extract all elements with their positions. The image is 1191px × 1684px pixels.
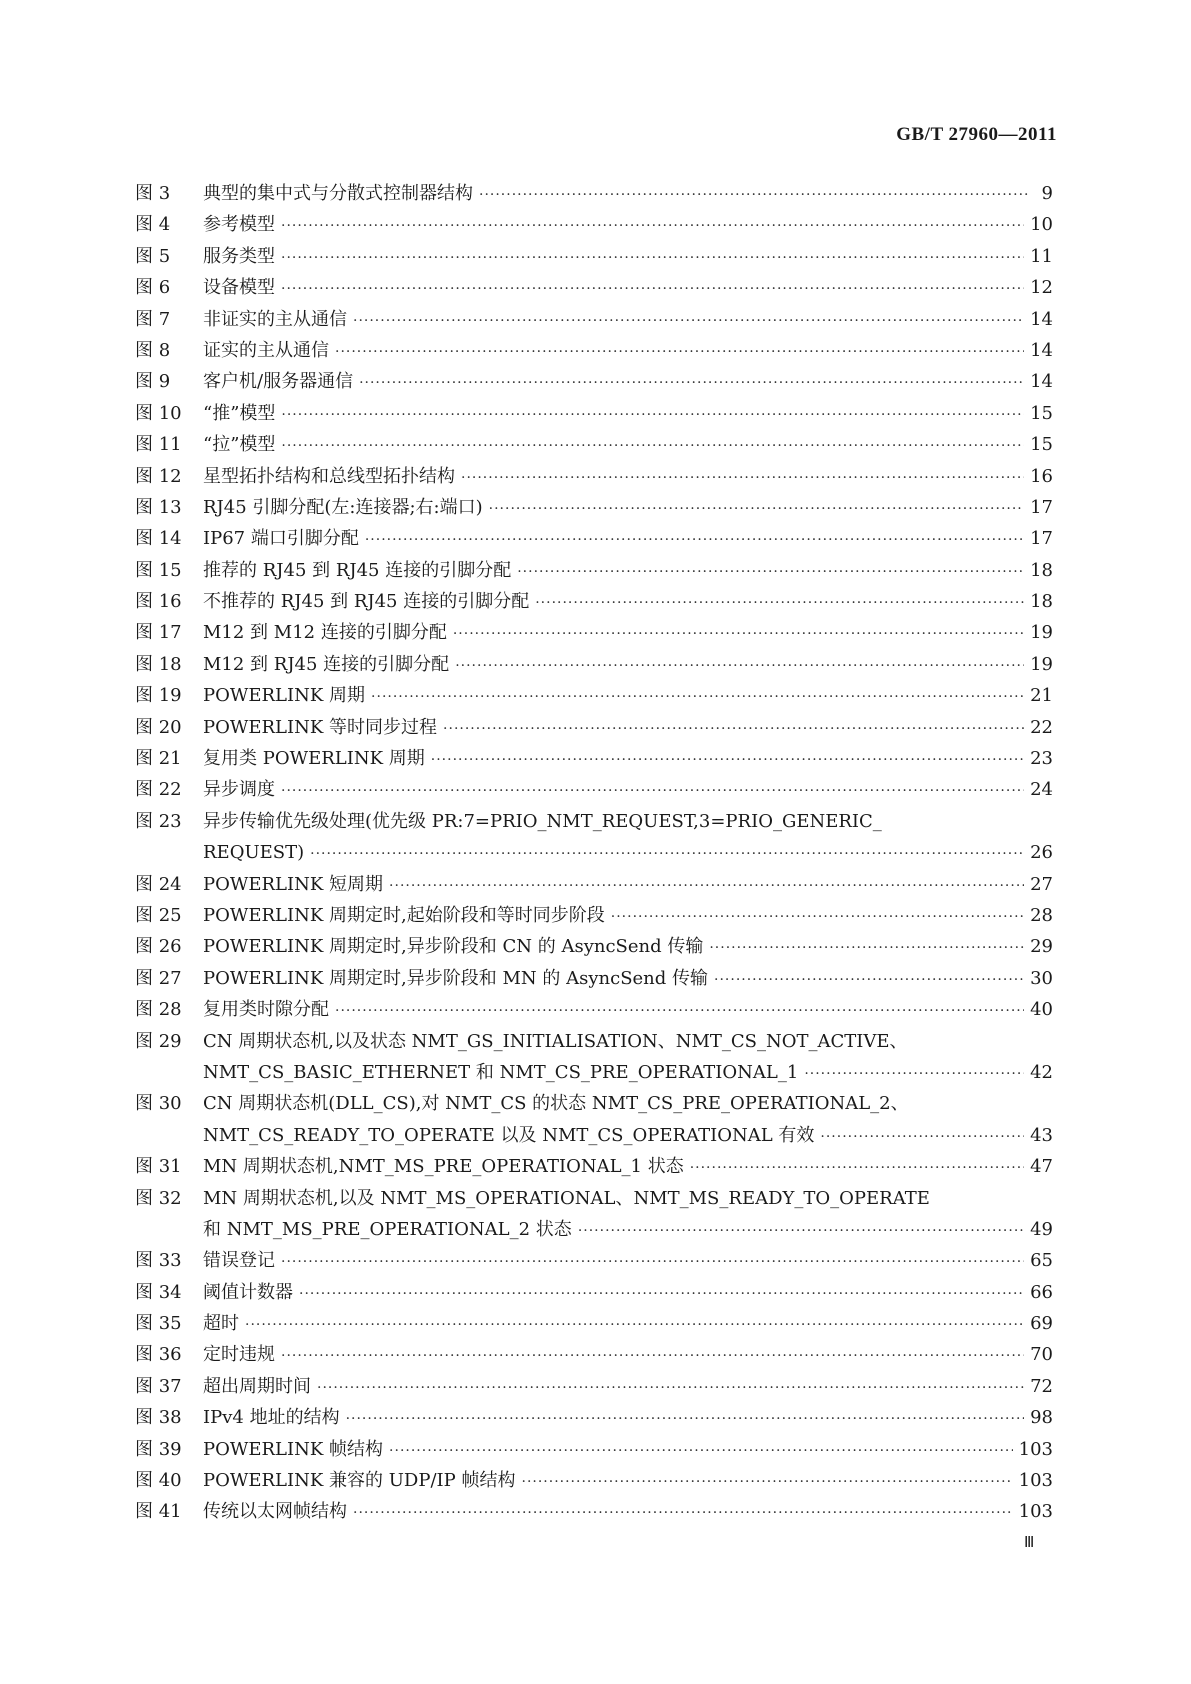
figure-label: 图 5 [135,245,171,267]
page-number: 69 [1030,1313,1053,1335]
dot-leader [389,1436,1013,1467]
page-number: 14 [1030,371,1053,393]
dot-leader [281,243,1024,274]
figure-label: 图 23 [135,810,182,832]
page-number: 16 [1030,465,1053,487]
toc-entry[interactable] [135,429,1053,460]
toc-entry[interactable] [135,398,1053,429]
figure-label: 图 22 [135,779,182,801]
dot-leader [522,1467,1013,1498]
toc-entry[interactable] [135,555,1053,586]
toc-entry[interactable] [135,1120,1053,1151]
dot-leader [443,714,1024,745]
toc-entry[interactable] [135,806,1053,837]
toc-entry[interactable] [135,1496,1053,1527]
figure-label: 图 13 [135,496,182,518]
figure-title: REQUEST) [203,842,305,864]
figure-title: POWERLINK 短周期 [203,873,384,895]
figure-title: 推荐的 RJ45 到 RJ45 连接的引脚分配 [203,559,512,581]
dot-leader [310,839,1024,870]
page-number: 66 [1030,1281,1053,1303]
dot-leader [335,337,1024,368]
figure-label: 图 16 [135,591,182,613]
figure-label: 图 27 [135,967,182,989]
toc-entry[interactable] [135,994,1053,1025]
figure-label: 图 11 [135,434,182,456]
dot-leader [535,588,1024,619]
figure-label: 图 31 [135,1156,182,1178]
figure-label: 图 9 [135,371,171,393]
figure-title: MN 周期状态机,NMT_MS_PRE_OPERATIONAL_1 状态 [203,1156,684,1178]
figure-label: 图 21 [135,748,182,770]
page-number: 103 [1018,1501,1053,1523]
dot-leader [281,274,1024,305]
page-number: 9 [1041,183,1053,204]
dot-leader [317,1373,1024,1404]
figure-title: M12 到 RJ45 连接的引脚分配 [203,653,450,675]
toc-entry[interactable] [135,1339,1053,1370]
toc-entry[interactable] [135,241,1053,272]
figure-title: 阈值计数器 [203,1281,293,1303]
page-number: 19 [1030,622,1053,644]
figure-title: 复用类时隙分配 [203,999,329,1021]
page-number: 103 [1018,1470,1053,1492]
dot-leader [359,368,1024,399]
toc-entry[interactable] [135,272,1053,303]
figure-title: 和 NMT_MS_PRE_OPERATIONAL_2 状态 [203,1218,572,1240]
figure-label: 图 38 [135,1407,182,1429]
page-number: 18 [1030,591,1053,613]
toc-entry[interactable] [135,1151,1053,1182]
figure-title: 定时违规 [203,1344,275,1366]
page-number: 22 [1030,716,1053,738]
page-number: 14 [1030,308,1053,330]
document-id-header: GB/T 27960—2011 [896,124,1057,145]
page-number: 29 [1030,936,1053,958]
dot-leader [804,1059,1024,1090]
figure-label: 图 7 [135,308,171,330]
page-number: 12 [1030,277,1053,299]
toc-entry[interactable] [135,712,1053,743]
figure-label: 图 34 [135,1281,182,1303]
toc-entry[interactable] [135,837,1053,868]
figure-title: “拉”模型 [203,434,276,456]
page-number: 49 [1030,1218,1053,1240]
toc-entry[interactable] [135,304,1053,335]
page-number: 19 [1030,653,1053,675]
toc-entry[interactable] [135,869,1053,900]
dot-leader [365,525,1024,556]
page-number: 72 [1030,1375,1053,1397]
figure-title: 证实的主从通信 [203,339,329,361]
toc-entry[interactable] [135,680,1053,711]
toc-entry[interactable] [135,523,1053,554]
dot-leader [346,1404,1025,1435]
page-number: 14 [1030,339,1053,361]
figure-title: 服务类型 [203,245,275,267]
dot-leader [353,306,1024,337]
figure-label: 图 19 [135,685,182,707]
dot-leader [517,557,1024,588]
figure-label: 图 26 [135,936,182,958]
dot-leader [281,1247,1024,1278]
figure-title: MN 周期状态机,以及 NMT_MS_OPERATIONAL、NMT_MS_READY_TO_OPERATE [203,1187,930,1209]
dot-leader [461,463,1024,494]
toc-entry[interactable] [135,617,1053,648]
page-number: 40 [1030,999,1053,1021]
dot-leader [489,494,1024,525]
dot-leader [299,1279,1024,1310]
page-number: 15 [1030,402,1053,424]
figure-title: 错误登记 [203,1250,275,1272]
dot-leader [820,1122,1024,1153]
page-number: 70 [1030,1344,1053,1366]
figure-label: 图 10 [135,402,182,424]
dot-leader [690,1153,1024,1184]
figure-label: 图 12 [135,465,182,487]
figure-title: 异步传输优先级处理(优先级 PR:7=PRIO_NMT_REQUEST,3=PRIO_GENERIC_ [203,810,882,832]
dot-leader [611,902,1024,933]
page-number: 21 [1030,685,1053,707]
page-number: 26 [1030,842,1053,864]
figure-label: 图 4 [135,214,171,236]
page-number: 42 [1030,1061,1053,1083]
figure-title: “推”模型 [203,402,276,424]
toc-entry[interactable] [135,1308,1053,1339]
dot-leader [455,651,1024,682]
figure-title: 传统以太网帧结构 [203,1501,347,1523]
toc-entry[interactable] [135,1277,1053,1308]
figure-title: POWERLINK 周期定时,起始阶段和等时同步阶段 [203,904,605,926]
dot-leader [389,871,1024,902]
figure-label: 图 15 [135,559,182,581]
figure-label: 图 40 [135,1470,182,1492]
figure-label: 图 37 [135,1375,182,1397]
figure-label: 图 18 [135,653,182,675]
page-number: 17 [1030,528,1053,550]
dot-leader [714,965,1024,996]
figure-title: POWERLINK 等时同步过程 [203,716,438,738]
toc-entry[interactable] [135,743,1053,774]
toc-entry[interactable] [135,649,1053,680]
toc-entry[interactable] [135,900,1053,931]
figure-label: 图 14 [135,528,182,550]
page-number-footer: Ⅲ [1024,1535,1035,1551]
toc-entry[interactable] [135,1465,1053,1496]
dot-leader [353,1498,1013,1529]
page-number: 28 [1030,904,1053,926]
figure-label: 图 33 [135,1250,182,1272]
toc-entry[interactable] [135,461,1053,492]
figure-title: CN 周期状态机,以及状态 NMT_GS_INITIALISATION、NMT_CS_NOT_ACTIVE、 [203,1030,908,1052]
toc-entry[interactable] [135,209,1053,240]
figure-title: 超出周期时间 [203,1375,311,1397]
dot-leader [281,400,1024,431]
figure-title: M12 到 M12 连接的引脚分配 [203,622,447,644]
toc-entry[interactable] [135,586,1053,617]
toc-entry[interactable] [135,1026,1053,1057]
page-number: 65 [1030,1250,1053,1272]
figure-label: 图 24 [135,873,182,895]
figure-title: 典型的集中式与分散式控制器结构 [203,183,473,204]
page-number: 17 [1030,496,1053,518]
toc-entry[interactable] [135,492,1053,523]
dot-leader [281,776,1024,807]
figure-title: 非证实的主从通信 [203,308,347,330]
figure-title: POWERLINK 周期定时,异步阶段和 CN 的 AsyncSend 传输 [203,936,704,958]
toc-entry[interactable] [135,1183,1053,1214]
toc-entry[interactable] [135,931,1053,962]
figure-label: 图 35 [135,1313,182,1335]
dot-leader [453,619,1024,650]
figure-title: IPv4 地址的结构 [203,1407,340,1429]
toc-entry[interactable] [135,1371,1053,1402]
toc-entry[interactable] [135,335,1053,366]
toc-entry[interactable] [135,1057,1053,1088]
figure-title: 设备模型 [203,277,275,299]
figure-label: 图 39 [135,1438,182,1460]
figure-label: 图 3 [135,183,171,204]
page-number: 98 [1030,1407,1053,1429]
page-number: 15 [1030,434,1053,456]
figure-label: 图 17 [135,622,182,644]
dot-leader [335,996,1024,1027]
page-number: 27 [1030,873,1053,895]
page-number: 30 [1030,967,1053,989]
page-number: 103 [1018,1438,1053,1460]
dot-leader [245,1310,1024,1341]
figure-title: 超时 [203,1313,239,1335]
dot-leader [281,211,1024,242]
figure-label: 图 25 [135,904,182,926]
figure-title: POWERLINK 帧结构 [203,1438,384,1460]
figure-title: NMT_CS_BASIC_ETHERNET 和 NMT_CS_PRE_OPERATIONAL_1 [203,1061,799,1083]
toc-entry[interactable] [135,963,1053,994]
figure-title: RJ45 引脚分配(左:连接器;右:端口) [203,496,483,518]
figure-label: 图 28 [135,999,182,1021]
page-number: 10 [1030,214,1053,236]
toc-entry[interactable] [135,1088,1053,1119]
dot-leader [578,1216,1024,1247]
dot-leader [371,682,1024,713]
toc-entry[interactable] [135,1214,1053,1245]
toc-entry[interactable] [135,1434,1053,1465]
figure-title: 客户机/服务器通信 [203,371,354,393]
page-number: 11 [1030,245,1053,267]
figure-title: POWERLINK 周期 [203,685,366,707]
toc-entry[interactable] [135,774,1053,805]
dot-leader [479,180,1029,211]
figure-label: 图 8 [135,339,171,361]
figure-title: NMT_CS_READY_TO_OPERATE 以及 NMT_CS_OPERATIONAL 有效 [203,1124,815,1146]
figure-title: POWERLINK 周期定时,异步阶段和 MN 的 AsyncSend 传输 [203,967,709,989]
figure-label: 图 30 [135,1093,182,1115]
figure-label: 图 32 [135,1187,182,1209]
figure-label: 图 29 [135,1030,182,1052]
figure-title: 不推荐的 RJ45 到 RJ45 连接的引脚分配 [203,591,530,613]
page-number: 18 [1030,559,1053,581]
toc-entry[interactable] [135,1245,1053,1276]
dot-leader [431,745,1024,776]
figure-title: CN 周期状态机(DLL_CS),对 NMT_CS 的状态 NMT_CS_PRE_OPERATIONAL_2、 [203,1093,909,1115]
figure-label: 图 20 [135,716,182,738]
figure-label: 图 6 [135,277,171,299]
figure-title: POWERLINK 兼容的 UDP/IP 帧结构 [203,1470,516,1492]
toc-entry[interactable] [135,178,1053,209]
dot-leader [709,933,1024,964]
page-number: 24 [1030,779,1053,801]
figure-title: 参考模型 [203,214,275,236]
page-number: 43 [1030,1124,1053,1146]
page-number: 23 [1030,748,1053,770]
toc-entry[interactable] [135,366,1053,397]
figure-label: 图 41 [135,1501,182,1523]
page-number: 47 [1030,1156,1053,1178]
figure-title: 异步调度 [203,779,275,801]
figure-title: IP67 端口引脚分配 [203,528,359,550]
figure-title: 星型拓扑结构和总线型拓扑结构 [203,465,455,487]
figure-title: 复用类 POWERLINK 周期 [203,748,425,770]
figure-list [135,178,1053,1528]
figure-label: 图 36 [135,1344,182,1366]
dot-leader [281,1341,1024,1372]
dot-leader [281,431,1024,462]
toc-entry[interactable] [135,1402,1053,1433]
